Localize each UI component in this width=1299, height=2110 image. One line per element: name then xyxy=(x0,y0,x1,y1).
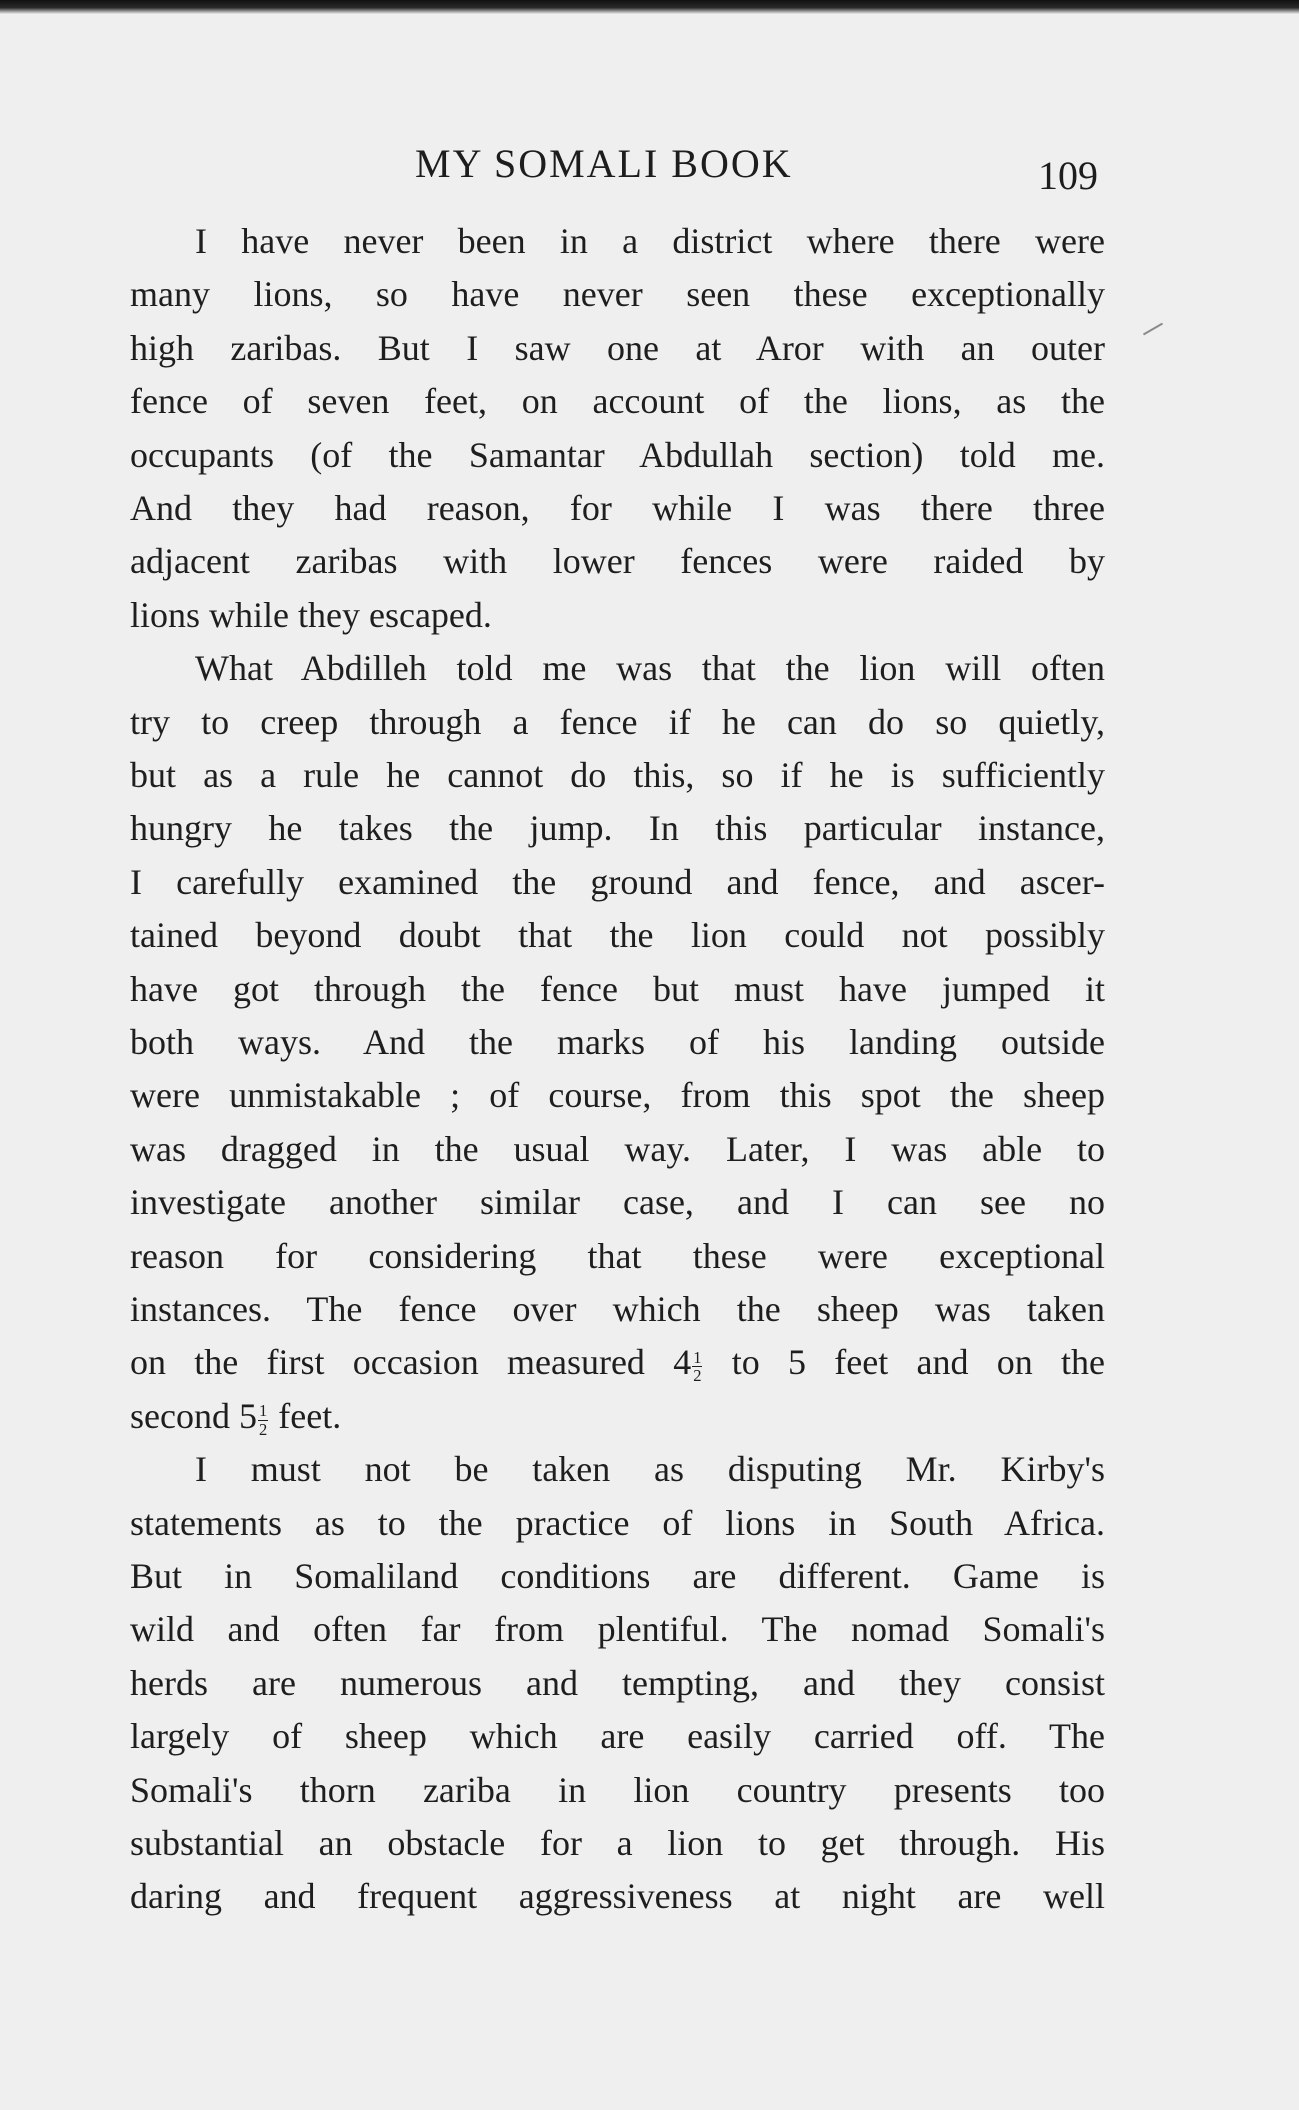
text-line: was dragged in the usual way. Later, I was able to xyxy=(130,1128,1105,1169)
text-line: daring and frequent aggressiveness at night are well xyxy=(130,1876,1105,1917)
fraction-numerator: 1 xyxy=(258,1401,268,1421)
text-line: adjacent zaribas with lower fences were raided by xyxy=(130,541,1105,582)
text-line: instances. The fence over which the sheep was taken xyxy=(130,1289,1105,1329)
text-line: statements as to the practice of lions in South Africa. xyxy=(130,1502,1105,1543)
text-line: investigate another similar case, and I can see no xyxy=(130,1182,1105,1223)
fraction-one-half xyxy=(692,1349,702,1385)
margin-pencil-mark xyxy=(1143,323,1163,336)
text-line: herds are numerous and tempting, and they consist xyxy=(130,1662,1105,1703)
text-line: many lions, so have never seen these exceptionally xyxy=(130,274,1105,315)
text-line: lions while they escaped. xyxy=(130,594,492,635)
text-line: try to creep through a fence if he can do so quietly, xyxy=(130,701,1105,742)
text-line: And they had reason, for while I was there three xyxy=(130,488,1105,528)
text-line: largely of sheep which are easily carried off. The xyxy=(130,1716,1105,1757)
text-segment: feet. xyxy=(269,1395,342,1436)
text-line: hungry he takes the jump. In this particular instance, xyxy=(130,808,1105,849)
page-number: 109 xyxy=(1038,153,1098,198)
text-segment: second 5 xyxy=(130,1395,257,1436)
text-line: both ways. And the marks of his landing outside xyxy=(130,1022,1105,1062)
text-line: high zaribas. But I saw one at Aror with an outer xyxy=(130,327,1105,368)
text-segment: to 5 feet and on the xyxy=(703,1342,1105,1383)
fraction-one-half xyxy=(258,1402,268,1438)
running-head: MY SOMALI BOOK xyxy=(415,141,793,186)
text-line: tained beyond doubt that the lion could not possibly xyxy=(130,915,1105,956)
text-line: reason for considering that these were exceptional xyxy=(130,1235,1105,1276)
text-line: wild and often far from plentiful. The nomad Somali's xyxy=(130,1609,1105,1650)
text-line: I must not be taken as disputing Mr. Kirby's xyxy=(195,1449,1105,1490)
text-line: occupants (of the Samantar Abdullah section) told me. xyxy=(130,434,1105,475)
fraction-denominator: 2 xyxy=(258,1419,268,1439)
text-segment: on the first occasion measured 4 xyxy=(130,1342,692,1383)
text-line: Somali's thorn zariba in lion country presents too xyxy=(130,1769,1105,1810)
fraction-denominator: 2 xyxy=(693,1366,702,1386)
text-line: What Abdilleh told me was that the lion will often xyxy=(195,648,1105,689)
text-line: have got through the fence but must have jumped it xyxy=(130,968,1105,1009)
text-line: I carefully examined the ground and fence, and ascer- xyxy=(130,861,1105,902)
text-line: were unmistakable ; of course, from this spot the sheep xyxy=(130,1075,1105,1116)
text-line: fence of seven feet, on account of the lions, as the xyxy=(130,381,1105,422)
text-line xyxy=(130,1336,1105,1389)
text-line: substantial an obstacle for a lion to get through. His xyxy=(130,1823,1105,1863)
scan-top-edge xyxy=(0,0,1299,14)
text-line: but as a rule he cannot do this, so if he is sufficiently xyxy=(130,755,1105,795)
text-line xyxy=(130,1390,1105,1443)
fraction-numerator: 1 xyxy=(693,1347,702,1367)
text-line: I have never been in a district where there were xyxy=(195,221,1105,261)
text-line: But in Somaliland conditions are different. Game is xyxy=(130,1556,1105,1596)
